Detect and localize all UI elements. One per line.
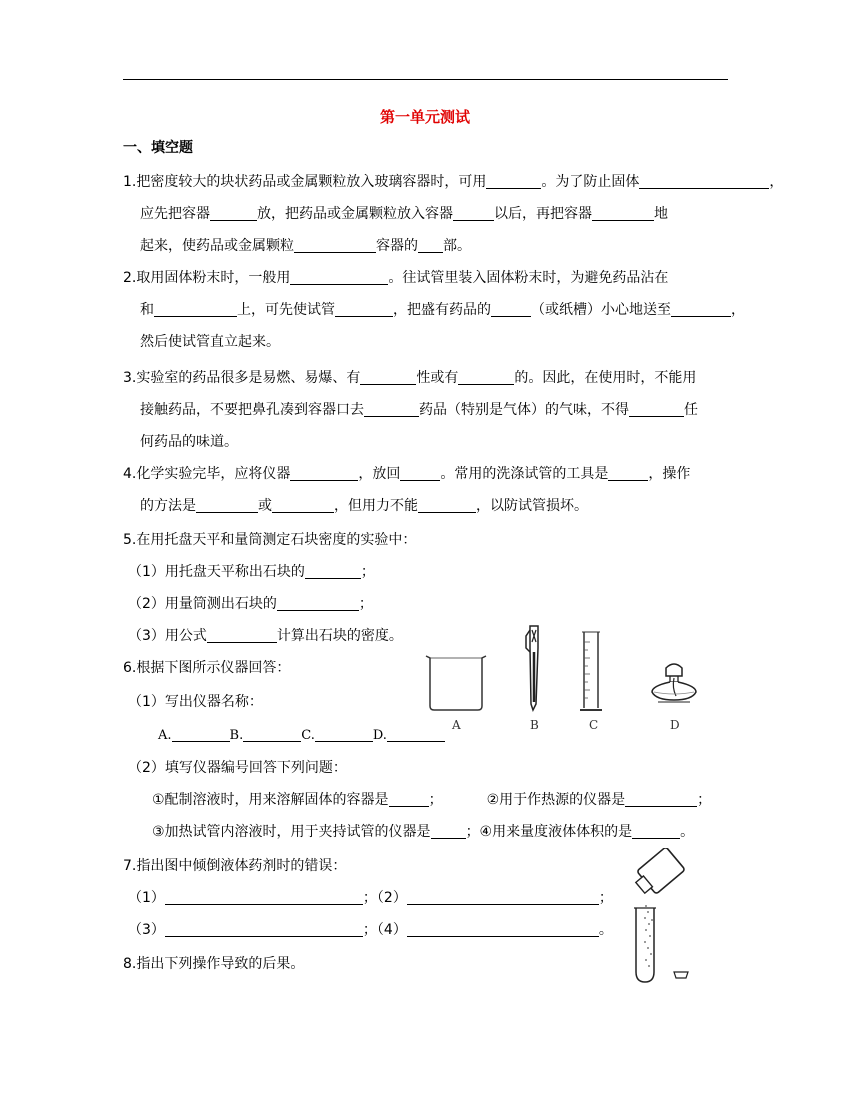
text: 。 (680, 824, 695, 840)
text: （1）用托盘天平称出石块的 (128, 564, 305, 580)
blank (165, 889, 363, 905)
text: （3）用公式 (128, 628, 207, 644)
text: A. (158, 728, 172, 743)
text: ； (358, 596, 373, 612)
blank (165, 921, 363, 937)
text: 放，把药品或金属颗粒放入容器 (257, 206, 453, 222)
blank (632, 823, 680, 839)
text: 起来，使药品或金属颗粒 (140, 238, 294, 254)
q5-sub3 (128, 626, 403, 646)
blank (592, 205, 654, 221)
q3-line2 (140, 400, 698, 420)
q8-line0: 8.指出下列操作导致的后果。 (123, 956, 305, 972)
blank (625, 791, 697, 807)
q1-line2 (140, 204, 668, 224)
text: 性或有 (416, 370, 459, 386)
text: B. (229, 728, 244, 743)
text: 接触药品，不要把鼻孔凑到容器口去 (140, 402, 364, 418)
blank (207, 627, 277, 643)
blank (418, 237, 443, 253)
text: 。常用的洗涤试管的工具是 (440, 466, 609, 482)
beaker-icon (424, 652, 488, 712)
text: 或 (258, 498, 272, 514)
blank (486, 173, 541, 189)
q6-item-line2 (152, 822, 694, 842)
blank (364, 401, 419, 417)
q6-part1: （1）写出仪器名称： (128, 694, 263, 710)
text: 以后，再把容器 (494, 206, 592, 222)
q7-line0: 7.指出图中倾倒液体药剂时的错误： (123, 858, 347, 874)
q7-errors-1-2 (128, 888, 613, 908)
blank (671, 301, 731, 317)
figure-label-d: D (670, 718, 680, 732)
text: ①配制溶液时，用来溶解固体的容器是 (152, 792, 389, 808)
test-tube-holder-icon (520, 622, 548, 712)
blank (491, 301, 531, 317)
blank (629, 401, 684, 417)
text: ；④用来量度液体体积的是 (465, 824, 633, 840)
blank (387, 726, 445, 742)
text: ；（2） (362, 890, 407, 906)
text: 4.化学实验完毕，应将仪器 (123, 466, 291, 482)
blank (400, 465, 440, 481)
blank (431, 823, 466, 839)
text: 。 (598, 922, 613, 938)
blank (389, 791, 429, 807)
blank (154, 301, 237, 317)
text: ； (428, 792, 443, 808)
text: 上，可先使试管 (237, 302, 335, 318)
q1-line3 (140, 236, 471, 256)
section-heading: 一、填空题 (123, 140, 193, 156)
blank (290, 269, 388, 285)
text: ； (360, 564, 375, 580)
text: ；（4） (362, 922, 407, 938)
q5-sub2 (128, 594, 373, 614)
text: ； (697, 792, 712, 808)
text: （2）用量筒测出石块的 (128, 596, 277, 612)
text: 地 (654, 206, 668, 222)
q4-line2 (140, 496, 588, 516)
text: （1） (128, 890, 165, 906)
blank (458, 369, 514, 385)
text: 和 (140, 302, 154, 318)
blank (243, 726, 301, 742)
text: 容器的 (376, 238, 418, 254)
text: 部。 (443, 238, 471, 254)
figure-label-a: A (452, 718, 461, 732)
blank (360, 369, 416, 385)
text: 的方法是 (140, 498, 196, 514)
text: ； (598, 890, 613, 906)
text: （或纸槽）小心地送至 (531, 302, 671, 318)
blank (407, 921, 599, 937)
blank (315, 726, 373, 742)
q5-line0: 5.在用托盘天平和量筒测定石块密度的实验中： (123, 532, 417, 548)
blank (210, 205, 257, 221)
graduated-cylinder-icon (578, 630, 604, 714)
text: 2.取用固体粉末时，一般用 (123, 270, 291, 286)
text: C. (301, 728, 315, 743)
header-rule (123, 79, 728, 80)
q4-line1 (123, 464, 690, 484)
text: ， (731, 302, 745, 318)
q2-line2 (140, 300, 745, 320)
blank (172, 726, 230, 742)
q1-line1 (123, 172, 783, 192)
figure-label-c: C (589, 718, 599, 732)
text: 计算出石块的密度。 (276, 628, 403, 644)
pouring-liquid-diagram-icon (626, 848, 706, 988)
q6-line0: 6.根据下图所示仪器回答： (123, 660, 291, 676)
text: ，放回 (358, 466, 401, 482)
blank (277, 595, 359, 611)
q6-names (158, 726, 445, 746)
text: ③加热试管内溶液时，用于夹持试管的仪器是 (152, 824, 431, 840)
blank (272, 497, 334, 513)
blank (305, 563, 361, 579)
text: 。为了防止固体 (541, 174, 640, 190)
q5-sub1 (128, 562, 375, 582)
blank (453, 205, 494, 221)
text: ，把盛有药品的 (393, 302, 491, 318)
text: 药品（特别是气体）的气味，不得 (419, 402, 629, 418)
text: 应先把容器 (140, 206, 210, 222)
blank (294, 237, 376, 253)
page-title: 第一单元测试 (379, 108, 470, 126)
blank (290, 465, 358, 481)
blank (608, 465, 648, 481)
blank (418, 497, 476, 513)
q3-line3: 何药品的味道。 (140, 434, 238, 450)
blank (335, 301, 393, 317)
blank (639, 173, 769, 189)
text: ，操作 (648, 466, 691, 482)
blank (407, 889, 599, 905)
q7-errors-3-4 (128, 920, 613, 940)
text: ， (769, 174, 784, 190)
alcohol-lamp-icon (646, 660, 702, 710)
text: 。往试管里装入固体粉末时，为避免药品沾在 (388, 270, 669, 286)
figure-label-b: B (530, 718, 539, 732)
text: ②用于作热源的仪器是 (486, 792, 626, 808)
text: 任 (684, 402, 698, 418)
text: 3.实验室的药品很多是易燃、易爆、有 (123, 370, 361, 386)
text: ，以防试管损坏。 (476, 498, 588, 514)
q2-line1 (123, 268, 668, 288)
text: D. (372, 728, 387, 743)
q3-line1 (123, 368, 696, 388)
text: ，但用力不能 (334, 498, 418, 514)
text: （3） (128, 922, 165, 938)
text: 1.把密度较大的块状药品或金属颗粒放入玻璃容器时，可用 (123, 174, 487, 190)
q6-item-line1 (152, 790, 711, 810)
text: 的。因此，在使用时，不能用 (514, 370, 697, 386)
q2-line3: 然后使试管直立起来。 (140, 334, 280, 350)
q6-part2: （2）填写仪器编号回答下列问题： (128, 760, 347, 776)
blank (196, 497, 258, 513)
